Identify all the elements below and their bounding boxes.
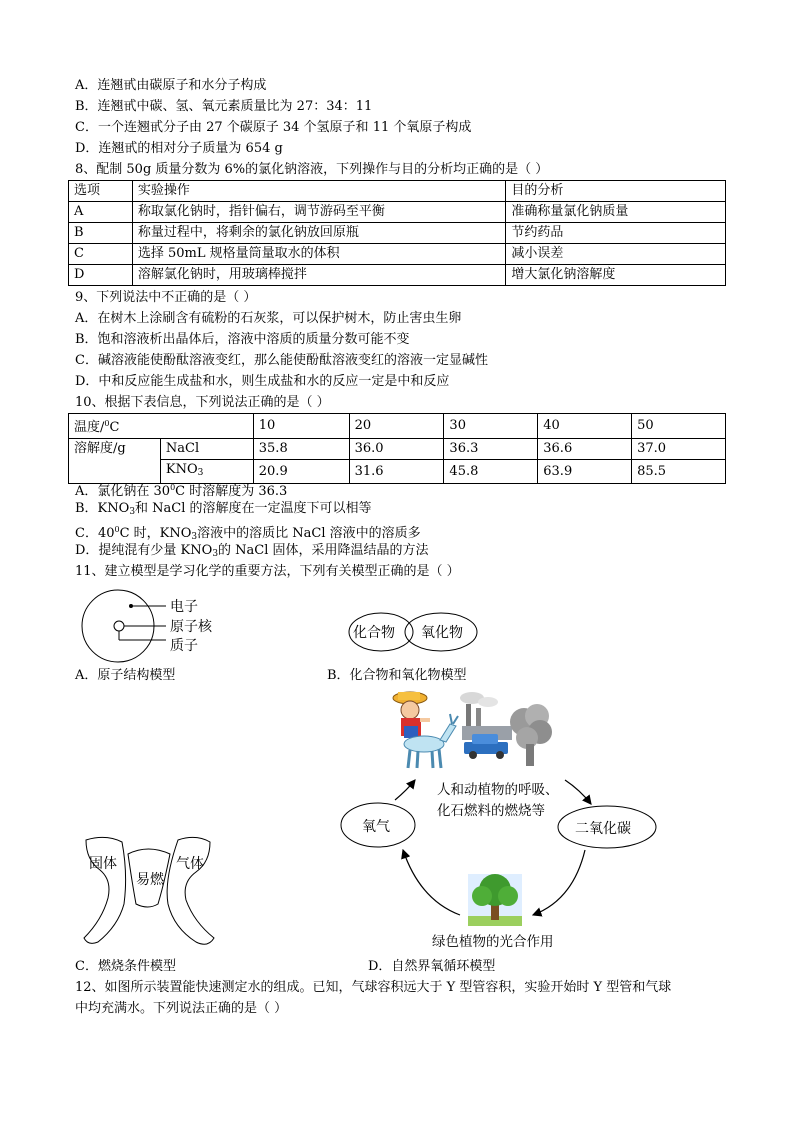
table-cell: 20 — [349, 414, 444, 439]
solid-label: 固体 — [89, 856, 117, 872]
q11-stem: 11、建立模型是学习化学的重要方法，下列有关模型正确的是（ ） — [75, 564, 460, 579]
table-row — [69, 181, 726, 202]
gas-label: 气体 — [176, 856, 204, 872]
q10-nacl-label: NaCl — [160, 439, 253, 460]
combustion-model-figure — [78, 834, 218, 950]
cycle-source-line1: 人和动植物的呼吸、 — [437, 782, 559, 798]
table-cell: 30 — [444, 414, 538, 439]
table-row — [69, 439, 726, 460]
table-cell: 40 — [538, 414, 632, 439]
q7-option-d: D．连翘甙的相对分子质量为 654 g — [75, 141, 283, 156]
table-row — [69, 223, 726, 244]
electron-dot — [129, 604, 133, 608]
q7-option-b: B．连翘甙中碳、氢、氧元素质量比为 27：34：11 — [75, 99, 373, 114]
table-cell: 35.8 — [253, 439, 349, 460]
table-cell: 节约药品 — [506, 223, 726, 244]
arrow-sources-to-co2 — [565, 780, 591, 804]
atom-model-figure — [78, 588, 238, 668]
venn-figure — [345, 610, 485, 656]
table-cell: 称量过程中，将剩余的氯化钠放回原瓶 — [132, 223, 506, 244]
table-row — [69, 414, 726, 439]
q7-option-a: A．连翘甙由碳原子和水分子构成 — [75, 78, 267, 93]
q9-stem: 9、下列说法中不正确的是（ ） — [75, 290, 257, 305]
table-cell: A — [69, 202, 133, 223]
table-cell: 36.6 — [538, 439, 632, 460]
atom-nucleus-circle — [114, 621, 124, 631]
farmer-icon — [393, 692, 430, 738]
q10-option-a: A．氯化钠在 $30^0C$ 时溶解度为 36.3 — [75, 483, 288, 499]
table-cell: 85.5 — [632, 460, 726, 484]
table-row — [69, 202, 726, 223]
q8-header-purpose: 目的分析 — [506, 181, 726, 202]
caption-c: C．燃烧条件模型 — [75, 959, 176, 974]
q10-solubility-header: 溶解度/g — [69, 439, 161, 484]
oxygen-cycle-diagram — [335, 770, 665, 982]
arrow-oxygen-to-sources — [395, 780, 415, 800]
caption-b: B．化合物和氧化物模型 — [327, 668, 467, 683]
q10-kno3-label: $KNO_3$ — [160, 460, 253, 484]
q9-option-b: B．饱和溶液析出晶体后，溶液中溶质的质量分数可能不变 — [75, 332, 410, 347]
table-cell: 增大氯化钠溶解度 — [506, 265, 726, 286]
q9-option-c: C．碱溶液能使酚酞溶液变红，那么能使酚酞溶液变红的溶液一定显碱性 — [75, 353, 488, 368]
caption-d: D．自然界氧循环模型 — [368, 959, 496, 974]
table-row — [69, 265, 726, 286]
table-cell: 36.3 — [444, 439, 538, 460]
table-cell: 准确称量氯化钠质量 — [506, 202, 726, 223]
q7-option-c: C．一个连翘甙分子由 27 个碳原子 34 个氢原子和 11 个氧原子构成 — [75, 120, 472, 135]
electron-label: 电子 — [170, 599, 198, 615]
table-cell: 45.8 — [444, 460, 538, 484]
solid-shape — [84, 837, 126, 943]
q9-option-a: A．在树木上涂刷含有硫粉的石灰浆，可以保护树木，防止害虫生卵 — [75, 311, 462, 326]
co2-label: 二氧化碳 — [575, 821, 631, 837]
flammable-label: 易燃 — [136, 872, 164, 888]
table-row — [69, 244, 726, 265]
oxide-label: 氧化物 — [421, 625, 463, 641]
smoke-cloud-icon — [510, 704, 552, 766]
table-cell: 10 — [253, 414, 349, 439]
q10-stem: 10、根据下表信息，下列说法正确的是（ ） — [75, 395, 330, 410]
q10-option-c: C．$40^0C$ 时，$KNO_3$溶液中的溶质比 NaCl 溶液中的溶质多 — [75, 525, 421, 542]
arrow-plant-to-oxygen — [403, 850, 460, 915]
q10-option-b: B．$KNO_3$和 NaCl 的溶解度在一定温度下可以相等 — [75, 501, 372, 517]
table-cell: C — [69, 244, 133, 265]
table-cell: B — [69, 223, 133, 244]
table-cell: 36.0 — [349, 439, 444, 460]
q8-header-operation: 实验操作 — [132, 181, 506, 202]
table-cell: 减小误差 — [506, 244, 726, 265]
photosynthesis-label: 绿色植物的光合作用 — [432, 934, 554, 950]
factory-icon — [460, 692, 512, 740]
q10-temp-header: 温度/$^0$C — [69, 414, 254, 439]
table-cell: 37.0 — [632, 439, 726, 460]
nucleus-label: 原子核 — [170, 619, 212, 635]
table-cell: D — [69, 265, 133, 286]
caption-a: A．原子结构模型 — [75, 668, 176, 683]
table-cell: 选择 50mL 规格量筒量取水的体积 — [132, 244, 506, 265]
table-cell: 20.9 — [253, 460, 349, 484]
table-cell: 50 — [632, 414, 726, 439]
cycle-source-line2: 化石燃料的燃烧等 — [437, 803, 545, 819]
oxygen-label: 氧气 — [362, 819, 390, 835]
q10-option-d: D．提纯混有少量 $KNO_3$的 NaCl 固体，采用降温结晶的方法 — [75, 543, 429, 559]
q8-header-option: 选项 — [69, 181, 133, 202]
table-cell: 溶解氯化钠时，用玻璃棒搅拌 — [132, 265, 506, 286]
q8-table — [68, 180, 726, 286]
q8-stem: 8、配制 50g 质量分数为 6%的氯化钠溶液，下列操作与目的分析均正确的是（ ） — [75, 162, 549, 177]
table-cell: 31.6 — [349, 460, 444, 484]
table-cell: 称取氯化钠时，指针偏右，调节游码至平衡 — [132, 202, 506, 223]
q9-option-d: D．中和反应能生成盐和水，则生成盐和水的反应一定是中和反应 — [75, 374, 450, 389]
compound-label: 化合物 — [353, 625, 395, 641]
q12-line1: 12、如图所示装置能快速测定水的组成。已知，气球容积远大于 Y 型管容积，实验开始时 Y 型管和气球 — [75, 980, 672, 995]
tree-icon — [468, 874, 522, 926]
gas-shape — [167, 837, 214, 944]
arrow-co2-to-plant — [533, 850, 585, 915]
q12-line2: 中均充满水。下列说法正确的是（ ） — [75, 1001, 288, 1016]
table-cell: 63.9 — [538, 460, 632, 484]
proton-label: 质子 — [170, 638, 198, 654]
sources-illustration — [392, 688, 552, 774]
q10-table — [68, 413, 726, 484]
